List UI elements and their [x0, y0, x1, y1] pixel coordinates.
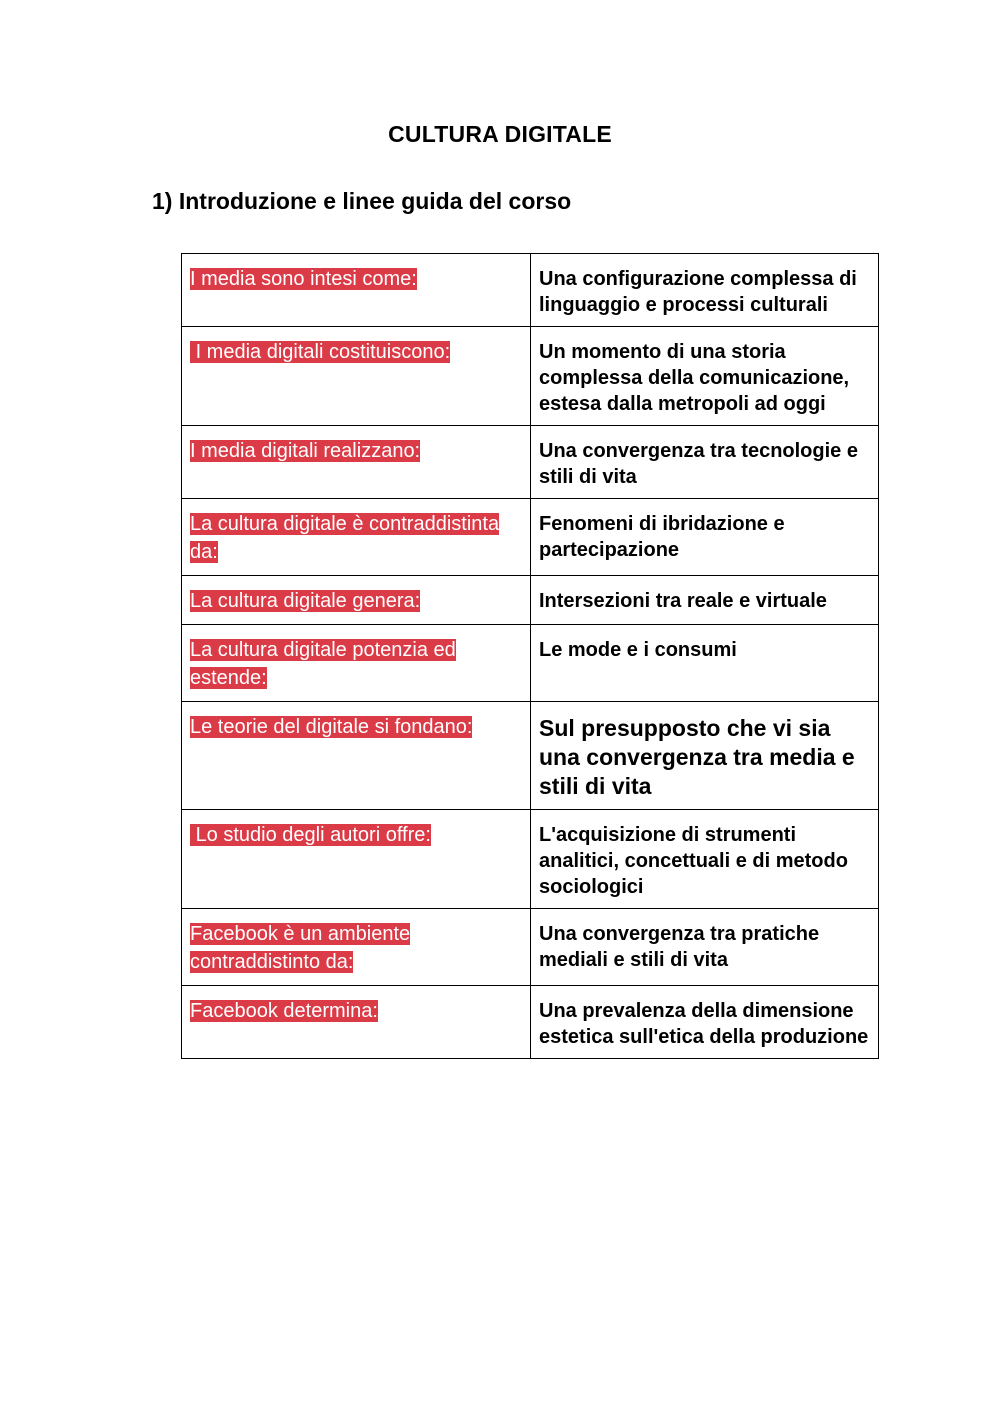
answer-text: Le mode e i consumi	[539, 639, 737, 661]
answer-cell	[531, 327, 879, 426]
question-cell	[182, 499, 531, 576]
table-row	[182, 702, 879, 810]
answer-cell	[531, 702, 879, 810]
question-cell	[182, 426, 531, 499]
question-text: Facebook è un ambiente contraddistinto da:	[190, 923, 411, 973]
answer-cell	[531, 576, 879, 625]
answer-text: L'acquisizione di strumenti analitici, concettuali e di metodo sociologici	[539, 824, 848, 898]
question-text: Facebook determina:	[190, 1000, 378, 1022]
answer-cell	[531, 254, 879, 327]
question-cell	[182, 625, 531, 702]
question-cell	[182, 986, 531, 1059]
answer-text: Una configurazione complessa di linguaggio e processi culturali	[539, 268, 857, 316]
table-row	[182, 499, 879, 576]
question-text: La cultura digitale potenzia ed estende:	[190, 639, 456, 689]
question-cell	[182, 576, 531, 625]
question-text: I media sono intesi come:	[190, 268, 417, 290]
table-row	[182, 810, 879, 909]
table-row	[182, 327, 879, 426]
question-cell	[182, 702, 531, 810]
answer-text: Un momento di una storia complessa della comunicazione, estesa dalla metropoli ad oggi	[539, 341, 850, 415]
question-text: Lo studio degli autori offre:	[190, 824, 431, 846]
question-text: La cultura digitale genera:	[190, 590, 421, 612]
question-text: Le teorie del digitale si fondano:	[190, 716, 473, 738]
document-title: CULTURA DIGITALE	[388, 121, 612, 147]
section-heading: 1) Introduzione e linee guida del corso	[152, 188, 572, 214]
question-text: I media digitali costituiscono:	[190, 341, 451, 363]
answer-cell	[531, 986, 879, 1059]
answer-text: Una prevalenza della dimensione estetica sull'etica della produzione	[539, 1000, 869, 1048]
question-cell	[182, 810, 531, 909]
table-row	[182, 576, 879, 625]
table-row	[182, 254, 879, 327]
answer-cell	[531, 426, 879, 499]
answer-text: Fenomeni di ibridazione e partecipazione	[539, 513, 785, 561]
table-row	[182, 426, 879, 499]
question-cell	[182, 327, 531, 426]
table-row	[182, 625, 879, 702]
answer-text: Sul presupposto che vi sia una convergenza tra media e stili di vita	[539, 715, 855, 799]
table-row	[182, 909, 879, 986]
answer-cell	[531, 499, 879, 576]
answer-cell	[531, 625, 879, 702]
answer-cell	[531, 909, 879, 986]
qa-table	[181, 253, 879, 1059]
answer-text: Una convergenza tra pratiche mediali e stili di vita	[539, 923, 820, 971]
question-cell	[182, 909, 531, 986]
question-text: I media digitali realizzano:	[190, 440, 421, 462]
answer-cell	[531, 810, 879, 909]
table-row	[182, 986, 879, 1059]
answer-text: Intersezioni tra reale e virtuale	[539, 590, 827, 612]
question-text: La cultura digitale è contraddistinta da:	[190, 513, 500, 563]
answer-text: Una convergenza tra tecnologie e stili di vita	[539, 440, 858, 488]
question-cell	[182, 254, 531, 327]
